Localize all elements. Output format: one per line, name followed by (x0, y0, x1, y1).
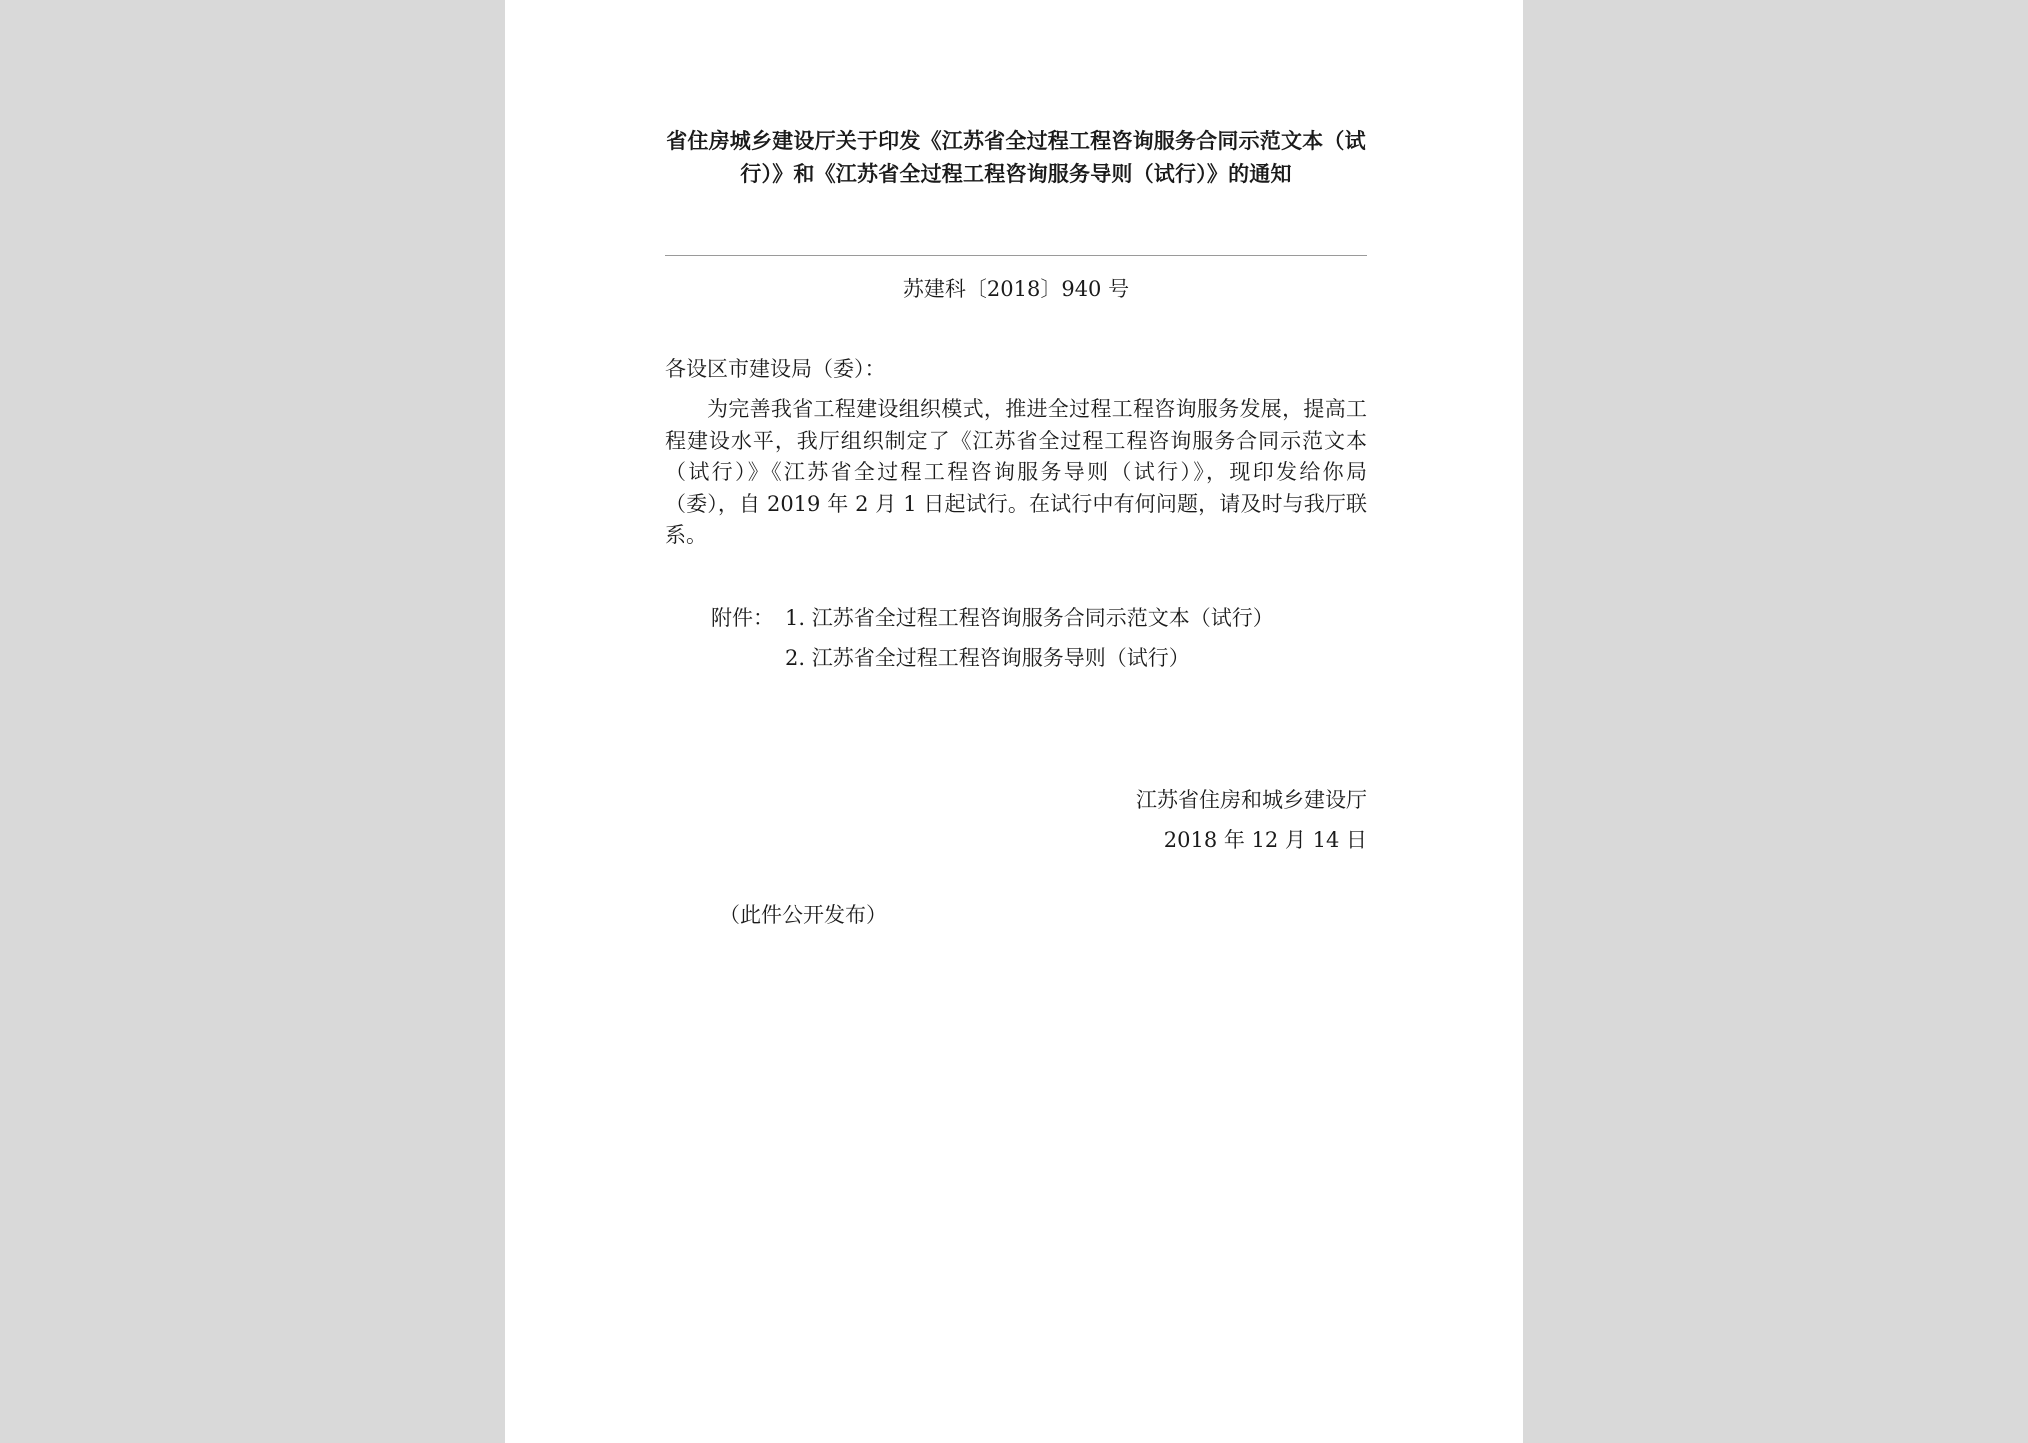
attachment-1: 1. 江苏省全过程工程咨询服务合同示范文本（试行） (785, 606, 1274, 630)
attachments-section (711, 598, 1371, 678)
attachment-2: 2. 江苏省全过程工程咨询服务导则（试行） (785, 646, 1190, 670)
document-page (505, 0, 1523, 1443)
issuer-name: 江苏省住房和城乡建设厅 (1136, 788, 1367, 812)
title-divider (665, 255, 1367, 256)
document-title: 省住房城乡建设厅关于印发《江苏省全过程工程咨询服务合同示范文本（试行）》和《江苏省全过程工程咨询服务导则（试行）》的通知 (666, 128, 1366, 186)
attachment-item (711, 598, 1371, 638)
issue-date: 2018 年 12 月 14 日 (1163, 828, 1367, 852)
attachment-label: 附件： (711, 606, 774, 630)
body-paragraph: 为完善我省工程建设组织模式，推进全过程工程咨询服务发展，提高工程建设水平，我厅组织制定了《江苏省全过程工程咨询服务合同示范文本（试行）》《江苏省全过程工程咨询服务导则（试行）》，现印发给你局（委），自 2019 年 2 月 1 日起试行。在试行中有何问题，请及时与我厅联系。 (665, 397, 1367, 547)
publication-note: （此件公开发布） (719, 903, 887, 927)
attachment-item (711, 638, 1371, 678)
document-number: 苏建科〔2018〕940 号 (902, 277, 1130, 301)
signature-block (1005, 780, 1367, 860)
salutation: 各设区市建设局（委）： (665, 357, 886, 381)
